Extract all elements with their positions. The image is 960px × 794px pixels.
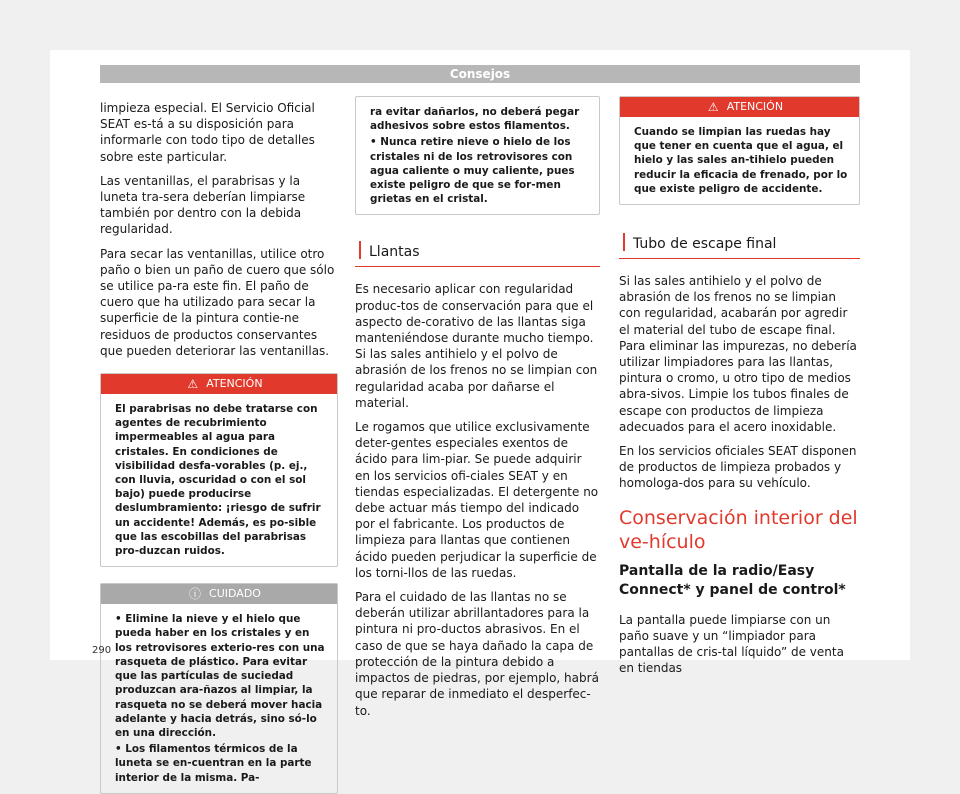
paragraph: limpieza especial. El Servicio Oficial SEAT es-tá a su disposición para informarle con todo tipo de detalles sobre este particular. [100,101,315,164]
paragraph: En los servicios oficiales SEAT disponen de productos de limpieza probados y homologa-dos para su vehículo. [619,444,857,491]
warning-box [619,96,860,205]
chapter-title: Conservación interior del ve-hículo [619,506,858,553]
section-title-llantas [355,241,600,267]
subsection-title: Pantalla de la radio/Easy Connect* y panel de control* [619,562,846,598]
caution-bullet: • Nunca retire nieve o hielo de los cristales ni de los retrovisores con agua caliente o muy caliente, pues existe peligro de que se for-men grietas en el cristal. [370,136,575,206]
warning-text: El parabrisas no debe tratarse con agentes de recubrimiento impermeables al agua para cristales. En condiciones de visibilidad desfa-vorables (p. ej., con lluvia, oscuridad o con el sol bajo) puede producirse deslumbramiento: ¡riesgo de sufrir un accidente! Además, es po-sible que las escobillas del parabrisas pro-duzcan ruidos. [115,403,321,558]
page-header: Consejos [100,65,860,83]
caution-body [101,604,337,792]
paragraph: Le rogamos que utilice exclusivamente deter-gentes especiales exentos de ácido para lim-piar. Se puede adquirir en los servicios ofi-ciales SEAT y en tiendas especializadas. El detergente no debe actuar más tiempo del indicado por el fabricante. Los productos de limpieza para llantas que contienen ácido pueden perjudicar la superficie de los torni-llos de las ruedas. [355,420,599,580]
paragraph: Para secar las ventanillas, utilice otro paño o bien un paño de cuero que sólo se utilice pa-ra este fin. El paño de cuero que ha utilizado para secar la superficie de la pintura contie-ne residuos de productos conservantes que pueden deteriorar las ventanillas. [100,246,335,358]
paragraph: Si las sales antihielo y el polvo de abrasión de los frenos no se limpian con regularidad, acabarán por agredir el material del tubo de escape final. Para eliminar las impurezas, no debería utilizar limpiadores para las llantas, pintura o cromo, u otro tipo de medios abra-sivos. Limpie los tubos finales de escape con productos de limpieza adecuados para el acero inoxidable. [619,274,857,434]
warning-text: Cuando se limpian las ruedas hay que tener en cuenta que el agua, el hielo y las sales an-tihielo pueden reducir la eficacia de frenado, por lo que existe peligro de accidente. [634,126,848,195]
column-middle [355,96,600,727]
section-title-text: Llantas [369,244,420,261]
section-marker [359,241,361,259]
caution-line: ra evitar dañarlos, no deberá pegar adhesivos sobre estos filamentos. [370,106,580,133]
paragraph: Para el cuidado de las llantas no se deberán utilizar abrillantadores para la pintura ni pro-ductos abrasivos. En el caso de que se haya dañado la capa de protección de la pintura debido a impactos de piedras, por ejemplo, habrá que reparar de inmediato el desperfec-to. [355,590,599,718]
warning-header [620,97,859,117]
section-title-tubo [619,233,860,259]
section-marker [623,233,625,251]
warning-triangle-icon: ⚠ [187,377,199,392]
warning-header [101,374,337,394]
section-title-text: Tubo de escape final [633,236,777,253]
page-number: 290 [92,645,112,656]
caution-box-continued [355,96,600,215]
caution-title: CUIDADO [209,587,261,601]
paragraph: Las ventanillas, el parabrisas y la luneta tra-sera deberían limpiarse también por dentro con la debida regularidad. [100,173,306,237]
caution-box [100,583,338,793]
column-right [619,96,860,684]
info-circle-icon: ⓘ [189,587,202,602]
column-left [100,100,338,794]
caution-header [101,584,337,604]
warning-title: ATENCIÓN [206,377,263,391]
caution-bullet: • Elimine la nieve y el hielo que pueda haber en los cristales y en los retrovisores exterio-res con una rasqueta de plástico. Para evitar que las partículas de suciedad produzcan ara-ñazos al limpiar, la rasqueta no se deberá mover hacia adelante y hacia detrás, sino só-lo en una dirección. [115,613,325,739]
warning-triangle-icon: ⚠ [707,100,719,114]
warning-box [100,373,338,567]
warning-title: ATENCIÓN [726,100,784,113]
paragraph: Es necesario aplicar con regularidad produc-tos de conservación para que el aspecto de-corativo de las llantas siga manteniéndose durante mucho tiempo. Si las sales antihielo y el polvo de abrasión de los frenos no se limpian con regularidad acaba por dañarse el material. [355,282,598,410]
caution-bullet: • Los filamentos térmicos de la luneta se en-cuentran en la parte interior de la misma. Pa- [115,743,312,784]
paragraph: La pantalla puede limpiarse con un paño suave y un “limpiador para pantallas de cris-tal líquido” de venta en tiendas [619,612,844,676]
caution-body-continued [356,97,599,214]
